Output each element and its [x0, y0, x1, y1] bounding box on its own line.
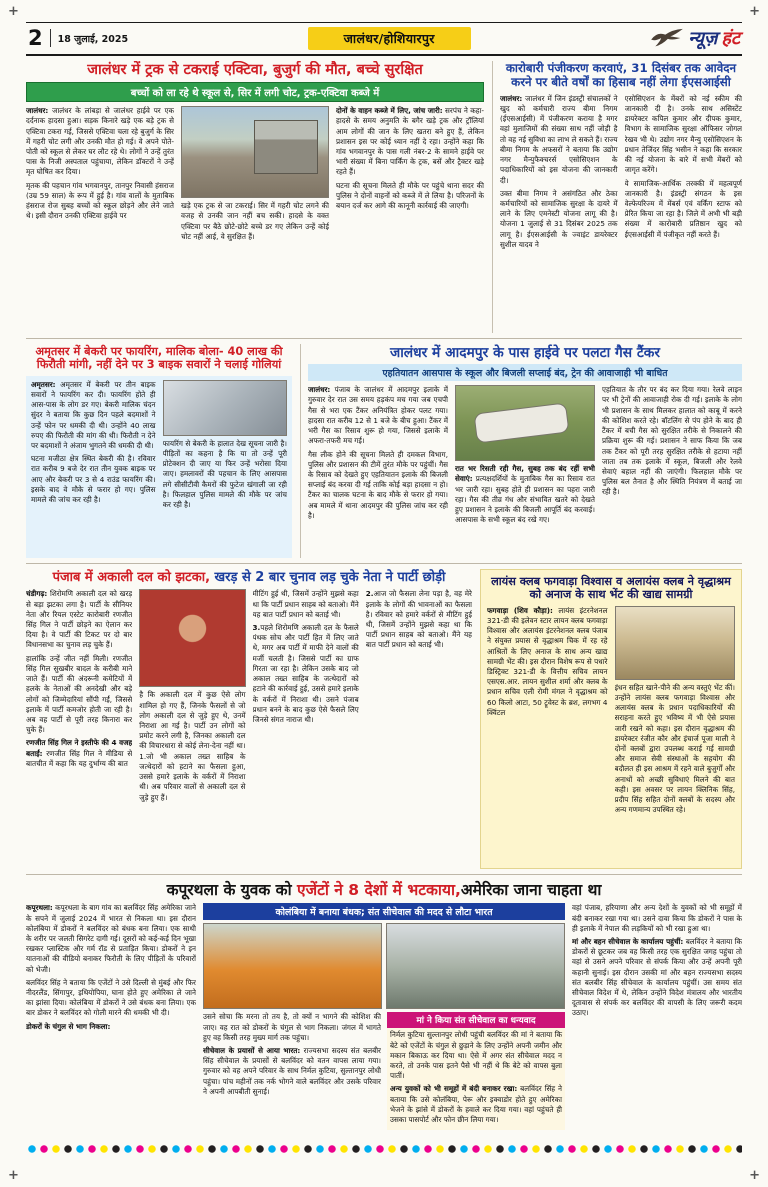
- row-middle-lower: [26, 563, 742, 869]
- esic-headline: कारोबारी पंजीकरण करवाएं, 31 दिसंबर तक आवेदन करने पर बीते वर्षों का हिसाब नहीं लेगा ईएसआईसी: [505, 61, 737, 89]
- article-truck-accident: [26, 61, 484, 333]
- body-paragraph: [31, 380, 156, 452]
- gas-tanker-col1: [308, 385, 448, 558]
- registration-mark: +: [749, 4, 760, 19]
- body-paragraph: उसने सोचा कि मरना तो तय है, तो क्यों न भागने की कोशिश की जाए। वह रात को डोकरों के चंगुल से भाग निकला। जंगल में भागते हुए वह किसी तरह मुख्य मार्ग तक पहुंचा।: [203, 1012, 381, 1042]
- body-paragraph: उक्त बीमा निगम ने असंगठित और ठेका कर्मचारियों को सामाजिक सुरक्षा के दायरे में लाने के लिए एमनेस्टी योजना लागू की है। योजना 1 जुलाई से 31 दिसंबर 2025 तक लागू है। ईएसआईसी के ज्वाइंट डायरेक्टर सुशील यादव ने: [500, 188, 618, 249]
- body-paragraph: [26, 1022, 196, 1032]
- masthead-divider: [50, 29, 51, 47]
- paragraph-lead: मां और बहन सीचेवाल के कार्यालय पहुंचीं:: [572, 936, 684, 946]
- edition-date: 18 जुलाई, 2025: [57, 33, 129, 45]
- body-paragraph: [487, 606, 608, 718]
- registration-mark: +: [8, 4, 19, 19]
- article-bakery-firing: [26, 344, 292, 558]
- article-kapurthala-youth: [26, 880, 742, 1138]
- row-middle-upper: [26, 338, 742, 558]
- paragraph-lead: 2.: [365, 589, 374, 599]
- body-paragraph: [253, 623, 359, 725]
- bakery-firing-col2: [163, 380, 288, 554]
- body-paragraph: [26, 738, 132, 769]
- kapurthala-photos: [203, 923, 565, 1009]
- paragraph-lead: दोनों के वाहन कब्जे में लिए, जांच जारी:: [336, 106, 443, 116]
- akali-dal-col1: [26, 589, 132, 869]
- lions-club-headline: लायंस क्लब फगवाड़ा विश्वास व अलायंस क्लब ने वृद्धाश्रम को अनाज के साथ भेंट की खाद्य सामग्री: [491, 575, 731, 602]
- masthead: [26, 22, 742, 56]
- gas-tanker-col3: [602, 385, 742, 558]
- eagle-icon: [650, 28, 684, 48]
- body-paragraph: घटना की सूचना मिलते ही मौके पर पहुंचे थाना सदर की पुलिस ने दोनों वाहनों को कब्जे में ले लिया है। परिजनों के बयान दर्ज कर आगे की कानूनी कार्रवाई की जाएगी।: [336, 180, 484, 211]
- paragraph-text: आज जो फैसला लेना पड़ा है, वह मेरे इलाके के लोगों की भावनाओं का फैसला है। रविवार को हमारे वर्करों से मीटिंग हुई थी, जिसमें उन्होंने मुझसे कहा था कि पार्टी प्रधान साहब को बताओ। मैंने यह बात पार्टी प्रधान को बताई भी।: [365, 589, 472, 650]
- lions-club-col2: [615, 606, 736, 864]
- akali-dal-col3: [253, 589, 359, 869]
- mother-thanks-header: मां ने किया संत सीचेवाल का धन्यवाद: [387, 1012, 565, 1028]
- logo-text-part2: हंट: [721, 28, 740, 49]
- cmyk-registration-dots: [26, 1144, 742, 1155]
- akali-dal-col4: [366, 589, 472, 869]
- truck-accident-kicker: बच्चों को ला रहे थे स्कूल से, सिर में लगी चोट, ट्रक-एक्टिवा कब्जे में: [26, 82, 484, 102]
- party-leader-photo: [139, 589, 245, 687]
- truck-accident-col3: [336, 106, 484, 333]
- bakery-firing-col1: [31, 380, 156, 554]
- paragraph-text: अमृतसर में बेकरी पर तीन बाइक सवारों ने फायरिंग कर दी। फायरिंग होते ही आस-पास के लोग डर गए। बेकरी मालिक चंदन सुंदर ने बताया कि कुछ दिन पहले बदमाशों ने उन्हें फोन पर धमकी दी थी। उन्होंने 40 लाख रुपए की फिरौती की मांग की थी। फिरौती न देने पर बदमाशों ने अंजाम भुगतने की धमकी दी थी।: [31, 379, 156, 450]
- body-paragraph: इंधन सहित खाने-पीने की अन्य वस्तुएं भेंट कीं। उन्होंने लायंस क्लब फगवाड़ा विश्वास और अलायंस क्लब के प्रधान पदाधिकारियों की सराहना करते हुए भविष्य में भी ऐसे प्रयास जारी रखने को कहा। इस दौरान वृद्धाश्रम की डायरेक्टर रंजीत कौर और इंचार्ज पूजा माली ने दोनों क्लबों द्वारा उपलब्ध कराई गई सामग्री और समाज सेवी संस्थाओं के सहयोग की बदौलत ही इस आश्रम में रहने वाले बुजुर्गों और अनाथों को अच्छी सुविधाएं मिलने की बात कही। इस अवसर पर लायन क्लिनिक सिंह, प्रदीप सिंह सहित दोनों क्लबों के सदस्य और अन्य गणमान्य उपस्थित रहे।: [614, 682, 735, 815]
- truck-accident-headline: जालंधर में ट्रक से टकराई एक्टिवा, बुजुर्ग की मौत, बच्चे सुरक्षित: [87, 62, 423, 78]
- body-paragraph: घटना मजीठा क्षेत्र स्थित बेकरी की है। रविवार रात करीब 9 बजे देर रात तीन युवक बाइक पर आए और बेकरी पर 3 से 4 राउंड फायरिंग की। इसके बाद वे मौके से फरार हो गए। पुलिस मामले की जांच कर रही है।: [31, 454, 156, 505]
- paragraph-lead: चंडीगढ़:: [26, 589, 48, 599]
- section-banner: जालंधर/होशियारपुर: [308, 27, 471, 50]
- body-paragraph: खड़े एक ट्रक से जा टकराई। सिर में गहरी चोट लगने की वजह से उनकी जान नहीं बच सकी। हादसे के वक्त एक्टिवा पर बैठे छोटे-छोटे बच्चे डर गए लेकिन उन्हें कोई चोट नहीं आई, वे सुरक्षित हैं।: [181, 201, 329, 241]
- kapurthala-mid-left: [203, 1012, 381, 1138]
- returned-youth-photo: [386, 923, 565, 1009]
- paragraph-lead: अन्य युवकों को भी समूहों में बंदी बनाकर रखा:: [390, 1084, 518, 1094]
- lions-club-col1: [487, 606, 608, 864]
- body-paragraph: [203, 1046, 381, 1097]
- paragraph-text: रणजीत सिंह गिल ने मीडिया से बातचीत में कहा कि यह दुर्भाग्य की बात: [26, 748, 133, 768]
- article-esic-registration: [492, 61, 742, 333]
- body-paragraph: बलविंदर सिंह ने बताया कि एजेंटों ने उसे दिल्ली से मुंबई और फिर नीदरलैंड, सिंगापुर, इथियोपिया, घाना होते हुए अमेरिका ले जाने का झांसा दिया। कोलंबिया में डोकरों ने उसे बंधक बना लिया। एक बार डोकर ने बलविंदर को गोली मारने की धमकी भी दी।: [26, 977, 196, 1018]
- kapurthala-col1: [26, 903, 196, 1138]
- paragraph-lead: अमृतसर:: [31, 379, 56, 389]
- paragraph-text: जालंधर के लांबड़ा से जालंधर हाईवे पर एक दर्दनाक हादसा हुआ। सड़क किनारे खड़े एक बड़े ट्रक से एक्टिवा टकरा गई, जिससे एक्टिवा चला रहे बुजुर्ग के सिर में गहरी चोट लगी और उनकी मौत हो गई। वे अपने पोते-पोती को स्कूल से लेकर घर लौट रहे थे। लोगों ने उन्हें तुरंत पास के निजी अस्पताल पहुंचाया, लेकिन डॉक्टरों ने उन्हें मृत घोषित कर दिया।: [26, 106, 174, 177]
- body-paragraph: [26, 589, 132, 650]
- headline-segment-blue: खरड़ से 2 बार चुनाव लड़ चुके नेता ने पार्टी छोड़ी: [210, 570, 446, 585]
- paragraph-lead: फगवाड़ा (शिव कौड़ा):: [487, 605, 553, 615]
- page-number: 2: [28, 25, 43, 50]
- bakery-firing-box: [26, 376, 292, 558]
- body-paragraph: हालांकि उन्हें जीत नहीं मिली। रणजीत सिंह गिल सुखबीर बादल के करीबी माने जाते हैं। पार्टी की अंदरूनी कमेटियों में हलके के नेताओं की अनदेखी और बड़े लोगों को जिम्मेदारियां सौंपी गईं, जिससे इलाके में पार्टी कमजोर होती जा रही है। अब वह पार्टी से पूरी तरह किनारा कर चुके हैं।: [26, 653, 133, 735]
- masthead-left: [28, 25, 129, 50]
- body-paragraph: वहां पंजाब, हरियाणा और अन्य देशों के युवकों को भी समूहों में बंदी बनाकर रखा गया था। उसने दावा किया कि डोकरों ने पास के ही इलाके में नेपाल की लड़कियों को भी रखा हुआ था।: [572, 903, 742, 933]
- article-gas-tanker: [300, 344, 742, 558]
- paragraph-text: राज्यसभा सदस्य संत बलबीर सिंह सीचेवाल के प्रयासों से बलविंदर को वतन वापस लाया गया। गुरुवार को वह अपने परिवार के साथ निर्मल कुटिया, सुल्तानपुर लोधी पहुंचा। पांच महीनों तक नर्क भोगने वाले बलविंदर और उसके परिवार ने अपनी आपबीती सुनाई।: [203, 1045, 381, 1096]
- kapurthala-subhead: कोलंबिया में बनाया बंधक; संत सीचेवाल की मदद से लौटा भारत: [203, 903, 565, 920]
- body-paragraph: ये सामाजिक-आर्थिक तरक्की में महत्वपूर्ण जानकारी है। इंडस्ट्री संगठन के इस वेल्फेयरिज्म में मेंबर्स एवं वर्किंग स्टाफ को प्रेरित किया जा रहा है। जिले में अभी भी बड़ी संख्या में कारोबारी प्रतिष्ठान खुद को ईएसआईसी में पंजीकृत नहीं करते हैं।: [624, 178, 742, 239]
- registration-mark: +: [8, 1168, 19, 1183]
- body-paragraph: [26, 903, 196, 975]
- accident-scene-photo: [181, 106, 329, 198]
- paragraph-text: बलविंदर सिंह ने बताया कि उसे कोलंबिया, पेरू और इक्वाडोर होते हुए अमेरिका भेजने के झांसे में डोकरों के हवाले कर दिया गया। वहां पहुंचते ही उसका पासपोर्ट और फोन छीन लिया गया।: [390, 1084, 562, 1125]
- paragraph-lead: रणजीत सिंह गिल ने इस्तीफे की 4 वजह बताईं:: [26, 738, 133, 758]
- bakery-firing-headline: अमृतसर में बेकरी पर फायरिंग, मालिक बोला- 40 लाख की फिरौती मांगी, नहीं देने पर 3 बाइक सवारों ने चलाई गोलियां: [35, 345, 283, 372]
- broken-glass-photo: [163, 380, 288, 436]
- kapurthala-col4: [572, 903, 742, 1138]
- paragraph-text: पंजाब के जालंधर में आदमपुर इलाके में गुरुवार देर रात उस समय हड़कंप मच गया जब एचपी गैस से भरा एक टैंकर अनियंत्रित होकर पलट गया। हादसा रात करीब 12 से 1 बजे के बीच हुआ। टैंकर में भरी गैस का रिसाव शुरू हो गया, जिससे इलाके में अफरा-तफरी मच गई।: [308, 385, 448, 446]
- row-top: [26, 61, 742, 333]
- body-paragraph: [308, 385, 448, 446]
- newspaper-logo: [650, 26, 740, 50]
- paragraph-lead: 3.: [252, 622, 261, 632]
- headline-segment-red: पंजाब में अकाली दल को झटका,: [52, 570, 211, 585]
- paragraph-text: कपूरथला के बाग गांव का बलविंदर सिंह अमेरिका जाने के सपने में जुलाई 2024 में भारत से निकला था। इस दौरान कोलंबिया में डोकरों ने बलविंदर को बंधक बना लिया। एक साथी के शरीर पर जलती सिगरेट दागी गई। दूसरों को कई-कई दिन भूखा रखकर प्लास्टिक और गर्म रॉड से प्रताड़ित किया। डोकरों ने इन यातनाओं की वीडियो बनाकर फिरौती के लिए पीड़ितों के परिवारों को भेजी।: [26, 903, 196, 974]
- row-bottom: [26, 874, 742, 1138]
- kapurthala-headline: [26, 881, 742, 899]
- body-paragraph: मीटिंग हुई थी, जिसमें उन्होंने मुझसे कहा था कि पार्टी प्रधान साहब को बताओ। मैंने यह बात पार्टी प्रधान को बताई भी।: [252, 589, 359, 619]
- body-paragraph: [26, 106, 174, 178]
- body-paragraph: फायरिंग से बेकरी के हालात देख सूचना जारी है। पीड़ितों का कहना है कि या तो उन्हें पूरी प्रोटेक्शन दी जाए या फिर उन्हें भरोसा दिया जाए। हमलावरों की पहचान के लिए आसपास लगे सीसीटीवी कैमरों की फुटेज खंगाली जा रही है। फिलहाल पुलिस मामले की मौके पर जांच कर रही है।: [162, 438, 287, 509]
- paragraph-lead: डोकरों के चंगुल से भाग निकला:: [26, 1021, 111, 1031]
- paragraph-lead: सीचेवाल के प्रयासों से आया भारत:: [203, 1045, 301, 1055]
- truck-accident-col2: [181, 106, 329, 333]
- kapurthala-mid-right: [387, 1012, 565, 1138]
- body-paragraph: [390, 1084, 562, 1125]
- paragraph-lead: जालंधर:: [308, 385, 331, 395]
- photo-caption-lead: रात भर रिसती रही गैस, सुबह तक बंद रहीं सभी सेवाएं:: [455, 464, 595, 484]
- donation-ceremony-photo: [615, 606, 736, 680]
- paragraph-text: पहले शिरोमणि अकाली दल के फैसले पंथक सोच और पार्टी हित में लिए जाते थे, मगर अब पार्टी में माफी देने वालों की मर्जी चलती है। जिससे पार्टी का ग्राफ गिरता जा रहा है। लेकिन उसके बाद जो अकाल तख्त साहिब के जत्थेदारों को हटाने की कार्रवाई हुई, उससे हमारे इलाके के वर्करों में निराशा थी। उसने पंजाब प्रधान बनने के बाद कुछ ऐसे फैसले लिए जिनसे संगत नाराज थी।: [252, 622, 359, 724]
- sant-seechewal-photo: [203, 923, 382, 1009]
- akali-dal-headline: [26, 570, 472, 585]
- mother-thanks-body: [387, 1028, 565, 1130]
- paragraph-lead: जालंधर:: [500, 93, 523, 103]
- body-paragraph: एहतियात के तौर पर बंद कर दिया गया। रेलवे लाइन पर भी ट्रेनों की आवाजाही रोक दी गई। इलाके के लोग भी प्रशासन के साथ मिलकर हालात को काबू में करने की कोशिश करते रहे। बॉटलिंग से पंप होने के बाद ही टैंकर में बची गैस को सुरक्षित तरीके से निकालने की प्रक्रिया शुरू की गई। प्रशासन ने साफ किया कि जब तक टैंकर को पूरी तरह सुरक्षित तरीके से हटाया नहीं जाता तब तक इलाके में स्कूल, बिजली और रेलवे सेवाएं बहाल नहीं की जाएंगी। फिलहाल मौके पर पुलिस बल तैनात है और स्थिति नियंत्रण में बताई जा रही है।: [602, 385, 742, 497]
- body-paragraph: मृतक की पहचान गांव भगवानपुर, तानपुर निवासी हंसराज (उम्र 59 साल) के रूप में हुई है। गांव वालों के मुताबिक हंसराज रोज सुबह बच्चों को स्कूल छोड़ने और लेने जाते थे। इसी दौरान उनकी एक्टिवा हाईवे पर: [26, 180, 174, 221]
- body-paragraph: [572, 937, 742, 1019]
- body-paragraph: है कि अकाली दल में कुछ ऐसे लोग शामिल हो गए हैं, जिनके फैसलों से जो लोग अकाली दल से जुड़े हुए थे, उनमें निराशा आ गई है। पार्टी उन लोगों को प्रमोट करने लगी है, जिनका अकाली दल की विचारधारा से कोई लेना-देना नहीं था। 1.जो भी अकाल तख्त साहिब के जत्थेदारों को हटाने का फैसला हुआ, उससे हमारे इलाके के वर्करों में निराशा थी। अब परिवार वालों से अकाली दल से जुड़े हुए हैं।: [139, 690, 246, 802]
- paragraph-text: बलविंदर ने बताया कि डोकरों से छूटकर जब वह किसी तरह एक सुरक्षित जगह पहुंचा तो वहां से उसने अपने परिवार से संपर्क किया और उन्हें अपनी पूरी कहानी सुनाई। इस दौरान उसकी मां और बहन राज्यसभा सदस्य संत बलबीर सिंह सीचेवाल के कार्यालय पहुंचीं। उस समय संत सीचेवाल विदेश में थे, लेकिन उन्होंने विदेश मंत्रालय और भारतीय दूतावास से संपर्क कर बलविंदर की वापसी के लिए जरूरी कदम उठाए।: [572, 936, 742, 1018]
- body-paragraph: निर्मल कुटिया सुल्तानपुर लोधी पहुंची बलविंदर की मां ने बताया कि बेटे को एजेंटों के चंगुल से छुड़ाने के लिए उन्होंने अपनी जमीन और मकान बिकाऊ कर दिया था। ऐसे में अगर संत सीचेवाल मदद न करते, तो उनके पास इतने पैसे भी नहीं थे कि बेटे को वापस बुला पातीं।: [390, 1030, 562, 1081]
- paragraph-text: प्रत्यक्षदर्शियों के मुताबिक गैस का रिसाव रात भर जारी रहा। सुबह होते ही प्रशासन का पहरा जारी रहा। गैस की तीव्र गंध और संभावित खतरे को देखते हुए प्रशासन ने इलाके की बिजली आपूर्ति बंद करवाई। आसपास के सभी स्कूल बंद रखे गए।: [455, 474, 595, 525]
- esic-col1: [500, 94, 618, 292]
- kapurthala-middle: [203, 903, 565, 1138]
- headline-segment-red: एजेंटों ने 8 देशों में भटकाया,: [297, 881, 461, 899]
- registration-mark: +: [749, 1168, 760, 1183]
- paragraph-lead: जालंधर:: [26, 106, 49, 116]
- headline-segment-black: अमेरिका जाना चाहता था: [460, 881, 602, 899]
- body-paragraph: [336, 106, 484, 178]
- paragraph-lead: कपूरथला:: [26, 903, 53, 913]
- body-paragraph: [455, 464, 595, 525]
- gas-tanker-headline: जालंधर में आदमपुर के पास हाईवे पर पलटा गैस टैंकर: [389, 345, 661, 361]
- body-paragraph: [366, 589, 472, 650]
- article-akali-dal: [26, 569, 472, 869]
- overturned-tanker-photo: [455, 385, 595, 461]
- logo-text-part1: न्यूज़: [688, 28, 718, 49]
- article-lions-club: [480, 569, 742, 869]
- headline-segment-black: कपूरथला के युवक को: [166, 881, 297, 899]
- body-paragraph: एसोसिएशन के मेंबरों को नई स्कीम की जानकारी दी है। उनके साथ असिस्टेंट डायरेक्टर कपिल कुमार और दीपक कुमार, विभाग के सामाजिक सुरक्षा ऑफिसर जोगल रेखव भी थे। उद्योग नगर मैन्यु एसोसिएशन के प्रधान तेजिंदर सिंह भसीन ने कहा कि सरकार की नई योजना के बारे में सभी मेंबरों को जागृत करेंगे।: [624, 93, 742, 175]
- body-paragraph: [500, 94, 618, 186]
- esic-col2: [625, 94, 743, 292]
- body-paragraph: गैस लीक होने की सूचना मिलते ही दमकल विभाग, पुलिस और प्रशासन की टीमें तुरंत मौके पर पहुंचीं। गैस के रिसाव को देखते हुए एहतियातन इलाके की बिजली सप्लाई बंद करवा दी गई ताकि कोई बड़ा हादसा न हो। टैंकर का चालक घटना के बाद मौके से फरार हो गया। अब मामले में थाना आदमपुर की पुलिस जांच कर रही है।: [308, 449, 448, 520]
- gas-tanker-col2: [455, 385, 595, 558]
- truck-accident-col1: [26, 106, 174, 333]
- paragraph-text: शिरोमणि अकाली दल को खरड़ से बड़ा झटका लगा है। पार्टी के सीनियर नेता और रियल एस्टेट कारोबारी रणजीत सिंह गिल ने पार्टी छोड़ने का ऐलान कर दिया है। वे पार्टी की टिकट पर दो बार विधानसभा का चुनाव लड़ चुके हैं।: [26, 589, 133, 650]
- akali-dal-col2: [139, 589, 245, 869]
- paragraph-text: सरपंच ने कहा- हादसे के समय अनुमति के बगैर खड़े ट्रक और ट्रॉलियां आम लोगों की जान के लिए खतरा बने हुए हैं, लेकिन प्रशासन इस पर कोई ध्यान नहीं दे रहा। उन्होंने कहा कि गांव भगवानपुर के पास गली नंबर-2 के सामने हाईवे पर भारी संख्या में बिना पार्किंग के ट्रक, बसें और ट्रैक्टर खड़े रहते हैं।: [336, 106, 484, 177]
- paragraph-text: लायंस इंटरनेशनल 321-डी की इलेवन स्टार लायन क्लब फगवाड़ा विश्वास और अलायंस इंटरनेशनल क्लब पंजाब ने संयुक्त प्रयास से वृद्धाश्रम चिक में रह रहे आश्रितों के लिए अनाज के साथ अन्य खाद्य सामग्री भेंट की। इस दौरान विशेष रूप से पधारे डिस्ट्रिक्ट 321-डी के वित्तीय सचिव लायन एसएस.आर. लायन सुशील शर्मा और क्लब के प्रधान सचिव एली रोमी मंगल ने वृद्धाश्रम को 60 किलो आटा, 50 ट्रूवेस्ट के ब्रश, लगभग 4 क्विंटल: [487, 605, 608, 717]
- gas-tanker-kicker: एहतियातन आसपास के स्कूल और बिजली सप्लाई बंद, ट्रेन की आवाजाही भी बाधित: [308, 364, 742, 381]
- paragraph-text: जालंधर में जिन इंडस्ट्री संचालकों ने खुद को कर्मचारी राज्य बीमा निगम (ईएसआईसी) में पंजीकरण कराया है मगर वहां मुलाजिमों की संख्या साथ नहीं जोड़ी है तो वह नई सुविधा का लाभ ले सकते हैं। राज्य बीमा निगम के अफसरों ने बताया कि उद्योग नगर मैन्युफैक्चरर्स एसोसिएशन के पदाधिकारियों को इस योजना की जानकारी दी।: [500, 93, 618, 185]
